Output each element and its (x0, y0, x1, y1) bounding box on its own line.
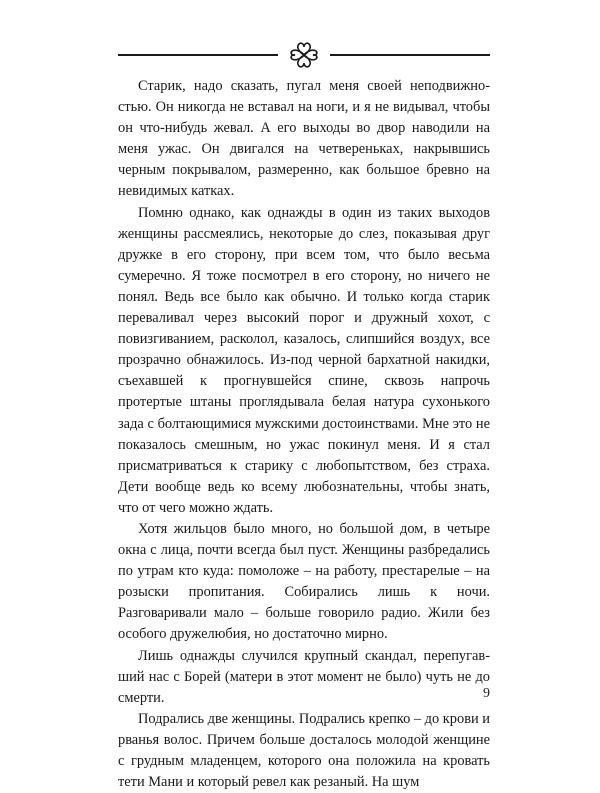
header-rule-left (118, 54, 278, 56)
header-rule-right (330, 54, 490, 56)
paragraph: Хотя жильцов было много, но большой дом, в четыре окна с лица, почти всегда был пуст. Женщины разбредались по утрам кто куда: помоложе – на работу, престарелые – на розыски пропитания. Собирались лишь к ночи. Разговаривали мало – больше говорило радио. Жили без особого дружелюбия, но достаточно мирно. (118, 520, 490, 643)
paragraph: Подрались две женщины. Подрались крепко – до крови и рванья волос. Причем больше досталось молодой женщине с грудным младенцем, которого она положила на кровать тети Мани и который ревел как резаный. На шум (118, 710, 490, 791)
paragraph: Помню однако, как однажды в один из таких выходов женщины рассмеялись, некоторые до слез, показывая друг дружке в его сторону, при всем том, что было весьма сумеречно. Я тоже посмотрел в его сторону, но ничего не понял. Ведь все было как обычно. И только когда старик переваливал через высокий порог и дружный хохот, с повизгиванием, расколол, казалось, слипшийся воздух, все прозрачно обнажилось. Из-под черной бархатной накидки, съехавшей к прогнувшейся спине, сквозь напрочь протертые штаны проглядывала белая натура сухонького зада с болтающимися мужскими достоинствами. Мне это не показалось смешным, но ужас покинул меня. И я стал присматриваться к старику с любопытством, без страха. Дети вообще ведь ко всему любознательны, чтобы знать, что от чего можно ждать. (118, 204, 490, 516)
fleuron-ornament-icon (288, 40, 320, 70)
paragraph: Старик, надо сказать, пугал меня своей неподвижностью. Он никогда не вставал на ноги, и я не видывал, чтобы он что-нибудь жевал. А его выходы во двор наводили на меня ужас. Он двигался на четвереньках, накрывшись черным покрывалом, размеренно, как большое бревно на невидимых катках. (118, 78, 490, 200)
paragraph: Лишь однажды случился крупный скандал, перепугавший нас с Борей (матери в этот момент не было) чуть не до смерти. (118, 647, 490, 706)
page-header-ornament (118, 40, 490, 70)
page-number: 9 (483, 686, 490, 701)
body-text (118, 76, 490, 793)
